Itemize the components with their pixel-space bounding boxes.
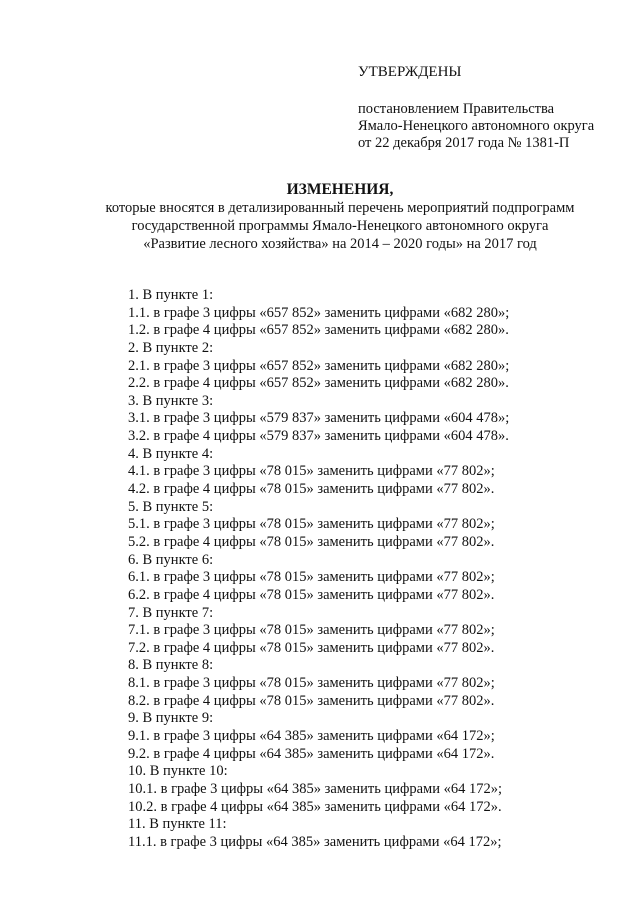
list-item: 4. В пункте 4: [128,445,214,462]
approval-line-region: Ямало-Ненецкого автономного округа [358,118,595,134]
heading-line: государственной программы Ямало-Ненецкого автономного округа [131,218,549,234]
list-item: 8.2. в графе 4 цифры «78 015» заменить цифрами «77 802». [128,692,495,709]
list-item: 10. В пункте 10: [128,763,228,780]
heading-line: «Развитие лесного хозяйства» на 2014 – 2020 годы» на 2017 год [143,236,537,252]
list-item: 4.1. в графе 3 цифры «78 015» заменить цифрами «77 802»; [128,463,495,480]
heading-line: которые вносятся в детализированный перечень мероприятий подпрограмм [105,200,575,216]
list-item: 2. В пункте 2: [128,339,214,356]
list-item: 7. В пункте 7: [128,604,214,621]
approval-block [358,64,594,152]
document-heading [60,181,620,253]
list-item: 8.1. в графе 3 цифры «78 015» заменить цифрами «77 802»; [128,675,495,692]
changes-list [128,287,509,852]
list-item: 4.2. в графе 4 цифры «78 015» заменить цифрами «77 802». [128,481,495,498]
list-item: 1. В пункте 1: [128,287,214,303]
document-title: ИЗМЕНЕНИЯ, [286,181,394,198]
list-item: 11.1. в графе 3 цифры «64 385» заменить цифрами «64 172»; [128,833,502,850]
list-item: 7.1. в графе 3 цифры «78 015» заменить цифрами «77 802»; [128,622,495,639]
list-item: 9.2. в графе 4 цифры «64 385» заменить цифрами «64 172». [128,745,495,762]
approval-stamp: УТВЕРЖДЕНЫ [358,64,462,80]
list-item: 9.1. в графе 3 цифры «64 385» заменить цифрами «64 172»; [128,728,495,745]
list-item: 10.1. в графе 3 цифры «64 385» заменить цифрами «64 172»; [128,780,503,797]
list-item: 11. В пункте 11: [128,816,227,833]
list-item: 2.1. в графе 3 цифры «657 852» заменить цифрами «682 280»; [128,357,510,374]
list-item: 3.1. в графе 3 цифры «579 837» заменить цифрами «604 478»; [128,410,510,427]
list-item: 1.2. в графе 4 цифры «657 852» заменить цифрами «682 280». [128,322,509,339]
list-item: 1.1. в графе 3 цифры «657 852» заменить цифрами «682 280»; [128,304,510,321]
list-item: 2.2. в графе 4 цифры «657 852» заменить цифрами «682 280». [128,375,509,392]
list-item: 6.2. в графе 4 цифры «78 015» заменить цифрами «77 802». [128,586,495,603]
list-item: 5.1. в графе 3 цифры «78 015» заменить цифрами «77 802»; [128,516,495,533]
list-item: 5.2. в графе 4 цифры «78 015» заменить цифрами «77 802». [128,533,495,550]
list-item: 3. В пункте 3: [128,392,214,409]
list-item: 8. В пункте 8: [128,657,214,674]
list-item: 6. В пункте 6: [128,551,214,568]
list-item: 7.2. в графе 4 цифры «78 015» заменить цифрами «77 802». [128,639,495,656]
list-item: 9. В пункте 9: [128,710,214,727]
list-item: 5. В пункте 5: [128,498,214,515]
approval-line-date: от 22 декабря 2017 года № 1381-П [358,135,570,151]
list-item: 3.2. в графе 4 цифры «579 837» заменить цифрами «604 478». [128,428,509,445]
list-item: 10.2. в графе 4 цифры «64 385» заменить цифрами «64 172». [128,798,502,815]
approval-line-authority: постановлением Правительства [358,101,555,117]
list-item: 6.1. в графе 3 цифры «78 015» заменить цифрами «77 802»; [128,569,495,586]
